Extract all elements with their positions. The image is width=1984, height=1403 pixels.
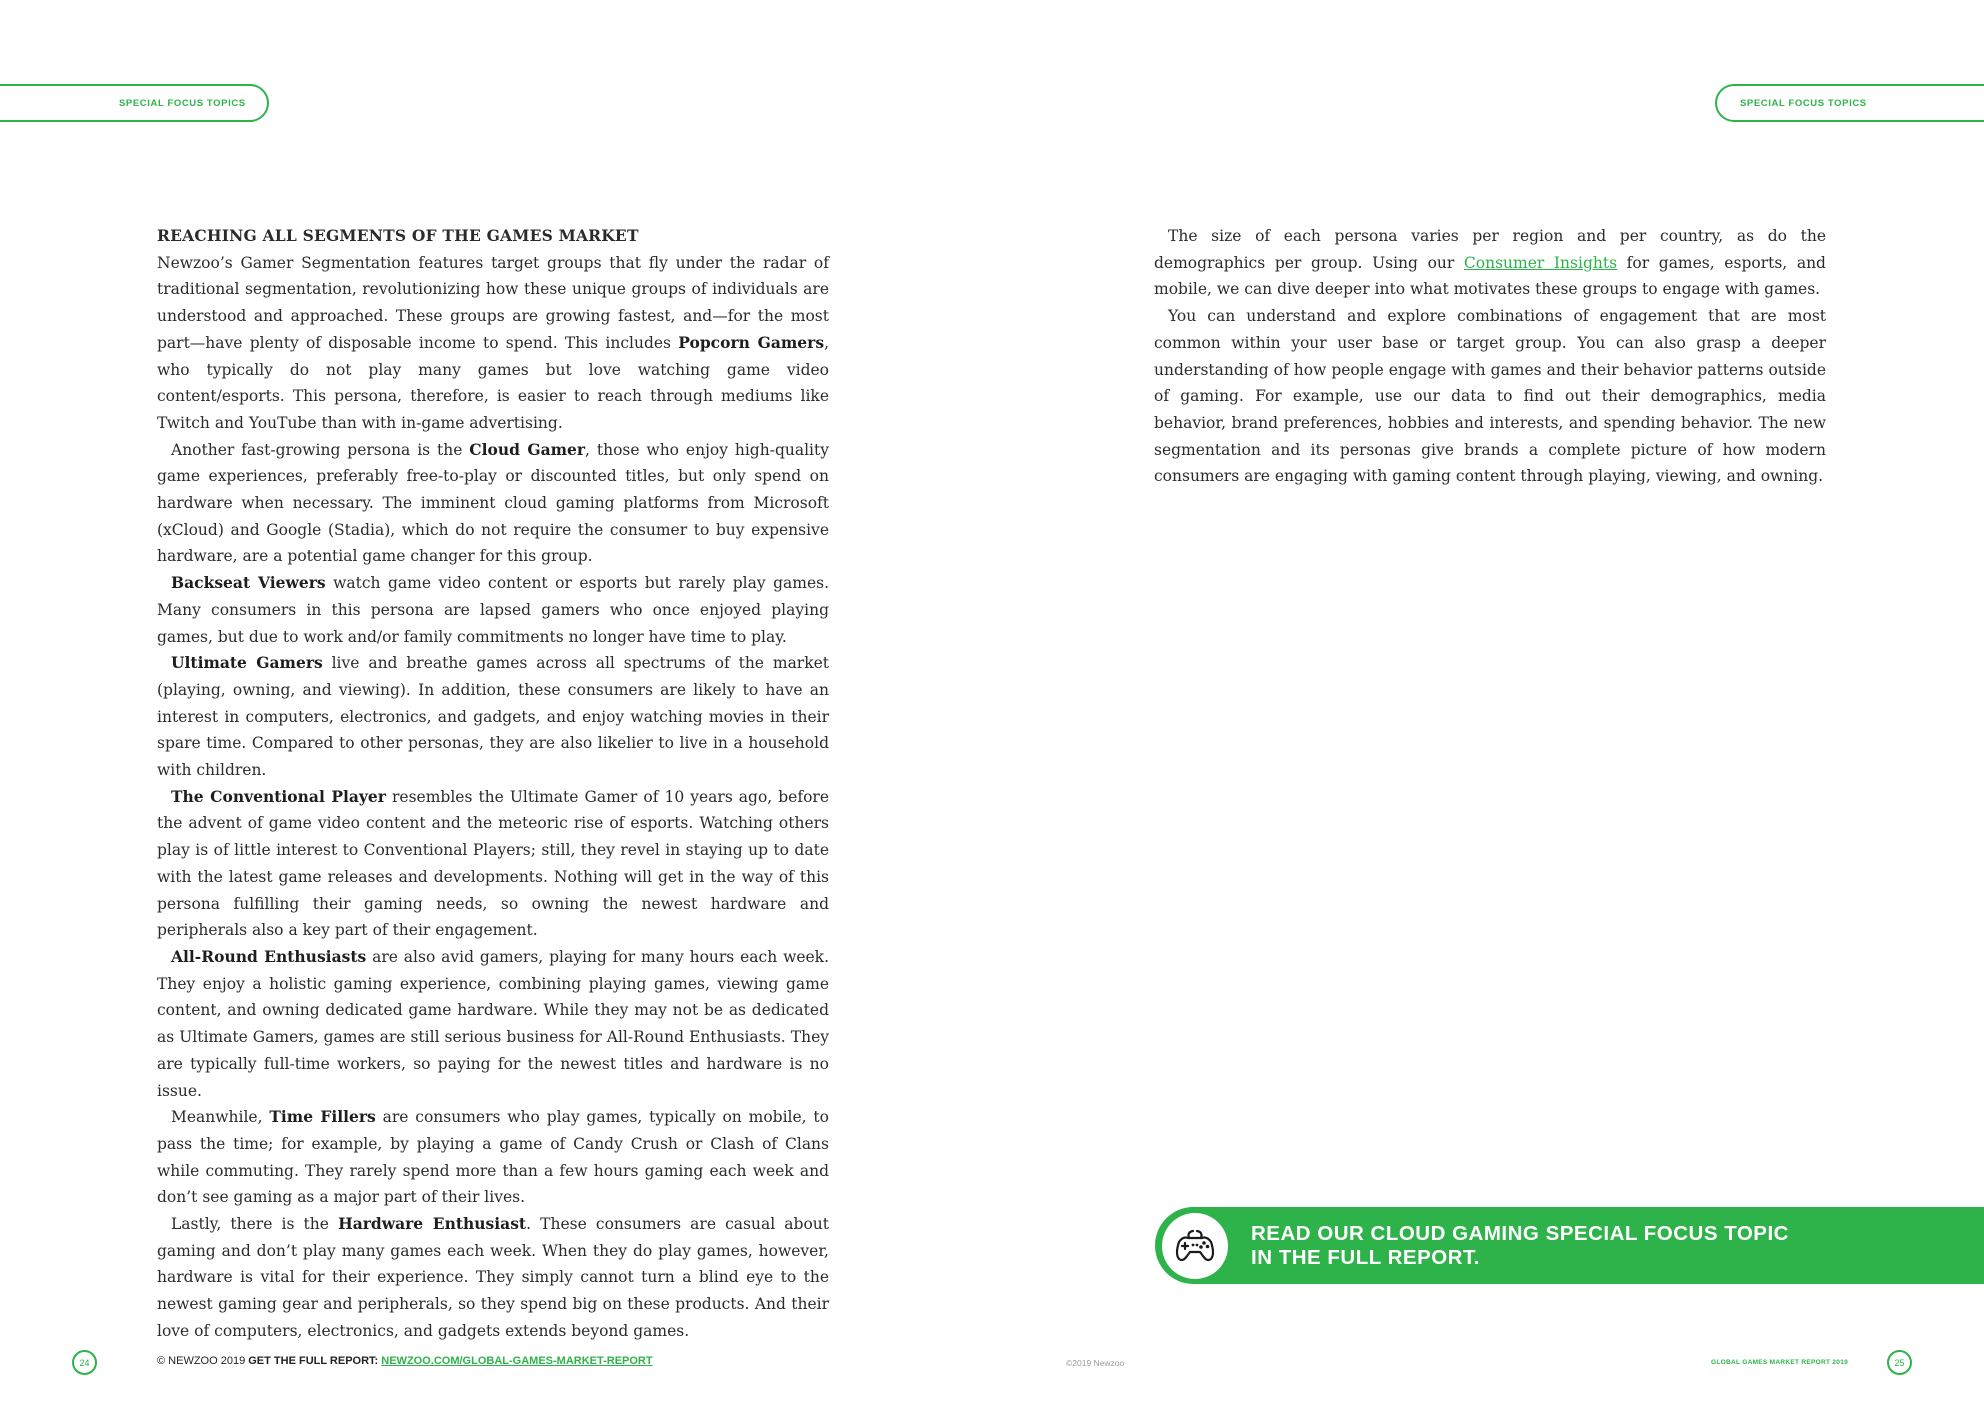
persona-name: Hardware Enthusiast [338, 1214, 527, 1234]
section-heading: REACHING ALL SEGMENTS OF THE GAMES MARKET [157, 226, 639, 245]
section-tab-label: SPECIAL FOCUS TOPICS [1740, 97, 1867, 109]
get-report-label: GET THE FULL REPORT: [248, 1355, 379, 1367]
report-link[interactable]: NEWZOO.COM/GLOBAL-GAMES-MARKET-REPORT [381, 1355, 653, 1367]
gamepad-icon [1162, 1213, 1228, 1279]
persona-name: Backseat Viewers [171, 573, 326, 593]
copyright-text: © NEWZOO 2019 [157, 1355, 246, 1367]
paragraph: Meanwhile, Time Fillers are consumers who play games, typically on mobile, to pass the time; for example, by playing a game of Candy Crush or Clash of Clans while commuting. They rarely spend more than a few hours gaming each week and don’t see gaming as a major part of their lives. [157, 1107, 829, 1207]
cloud-gaming-cta-banner[interactable] [1155, 1207, 1984, 1284]
footer-credit [157, 1355, 653, 1367]
section-tab-right [1715, 84, 1984, 122]
cta-text: READ OUR CLOUD GAMING SPECIAL FOCUS TOPIC IN THE FULL REPORT. [1251, 1221, 1789, 1269]
consumer-insights-link[interactable]: Consumer Insights [1463, 253, 1618, 272]
page-number-right: 25 [1887, 1350, 1912, 1375]
paragraph: All-Round Enthusiasts are also avid gamers, playing for many hours each week. They enjoy a holistic gaming experience, combining playing games, viewing game content, and owning dedicated game hardware. While they may not be as dedicated as Ultimate Gamers, games are still serious business for All-Round Enthusiasts. They are typically full-time workers, so paying for the newest titles and hardware is no issue. [157, 946, 829, 1100]
right-column [1154, 223, 1826, 490]
persona-name: Ultimate Gamers [171, 653, 323, 673]
left-column [157, 223, 829, 1345]
footer-report-title: GLOBAL GAMES MARKET REPORT 2019 [1711, 1359, 1849, 1366]
persona-name: Popcorn Gamers [678, 332, 825, 352]
paragraph: Another fast-growing persona is the Cloud Gamer, those who enjoy high-quality game experiences, preferably free-to-play or discounted titles, but only spend on hardware when necessary. The imminent cloud gaming platforms from Microsoft (xCloud) and Google (Stadia), which do not require the consumer to buy expensive hardware, are a potential game changer for this group. [157, 439, 829, 566]
section-tab-label: SPECIAL FOCUS TOPICS [119, 97, 246, 109]
section-tab-left [0, 84, 269, 122]
persona-name: Cloud Gamer [469, 439, 586, 459]
paragraph: The Conventional Player resembles the Ultimate Gamer of 10 years ago, before the advent of game video content and the meteoric rise of esports. Watching others play is of little interest to Conventional Players; still, they revel in staying up to date with the latest game releases and developments. Nothing will get in the way of this persona fulfilling their gaming needs, so owning the newest hardware and peripherals also a key part of their engagement. [157, 786, 829, 940]
persona-name: Time Fillers [269, 1107, 376, 1127]
paragraph: Ultimate Gamers live and breathe games across all spectrums of the market (playing, owning, and viewing). In addition, these consumers are likely to have an interest in computers, electronics, and gadgets, and enjoy watching movies in their spare time. Compared to other personas, they are also likelier to live in a household with children. [157, 653, 830, 780]
page-number-left: 24 [72, 1350, 97, 1375]
persona-name: The Conventional Player [171, 786, 386, 806]
footer-copyright-center: ©2019 Newzoo [1066, 1358, 1125, 1368]
paragraph: Newzoo’s Gamer Segmentation features target groups that fly under the radar of traditional segmentation, revolutionizing how these unique groups of individuals are understood and approached. These groups are growing fastest, and—for the most part—have plenty of disposable income to spend. This includes Popcorn Gamers, who typically do not play many games but love watching game video content/esports. This persona, therefore, is easier to reach through mediums like Twitch and YouTube than with in-game advertising. [157, 253, 829, 432]
persona-name: All-Round Enthusiasts [171, 946, 367, 966]
paragraph: You can understand and explore combinations of engagement that are most common within your user base or target group. You can also grasp a deeper understanding of how people engage with games and their behavior patterns outside of gaming. For example, use our data to find out their demographics, media behavior, brand preferences, hobbies and interests, and spending behavior. The new segmentation and its personas give brands a complete picture of how modern consumers are engaging with gaming content through playing, viewing, and owning. [1154, 307, 1826, 486]
paragraph: Lastly, there is the Hardware Enthusiast. These consumers are casual about gaming and don’t play many games each week. When they do play games, however, hardware is vital for their experience. They simply cannot turn a blind eye to the newest gaming gear and peripherals, so they spend big on these products. And their love of computers, electronics, and gadgets extends beyond games. [157, 1214, 830, 1340]
paragraph: The size of each persona varies per region and per country, as do the demographics per group. Using our Consumer Insights for games, esports, and mobile, we can dive deeper into what motivates these groups to engage with games. [1154, 227, 1826, 299]
paragraph: Backseat Viewers watch game video content or esports but rarely play games. Many consumers in this persona are lapsed gamers who once enjoyed playing games, but due to work and/or family commitments no longer have time to play. [157, 573, 829, 646]
